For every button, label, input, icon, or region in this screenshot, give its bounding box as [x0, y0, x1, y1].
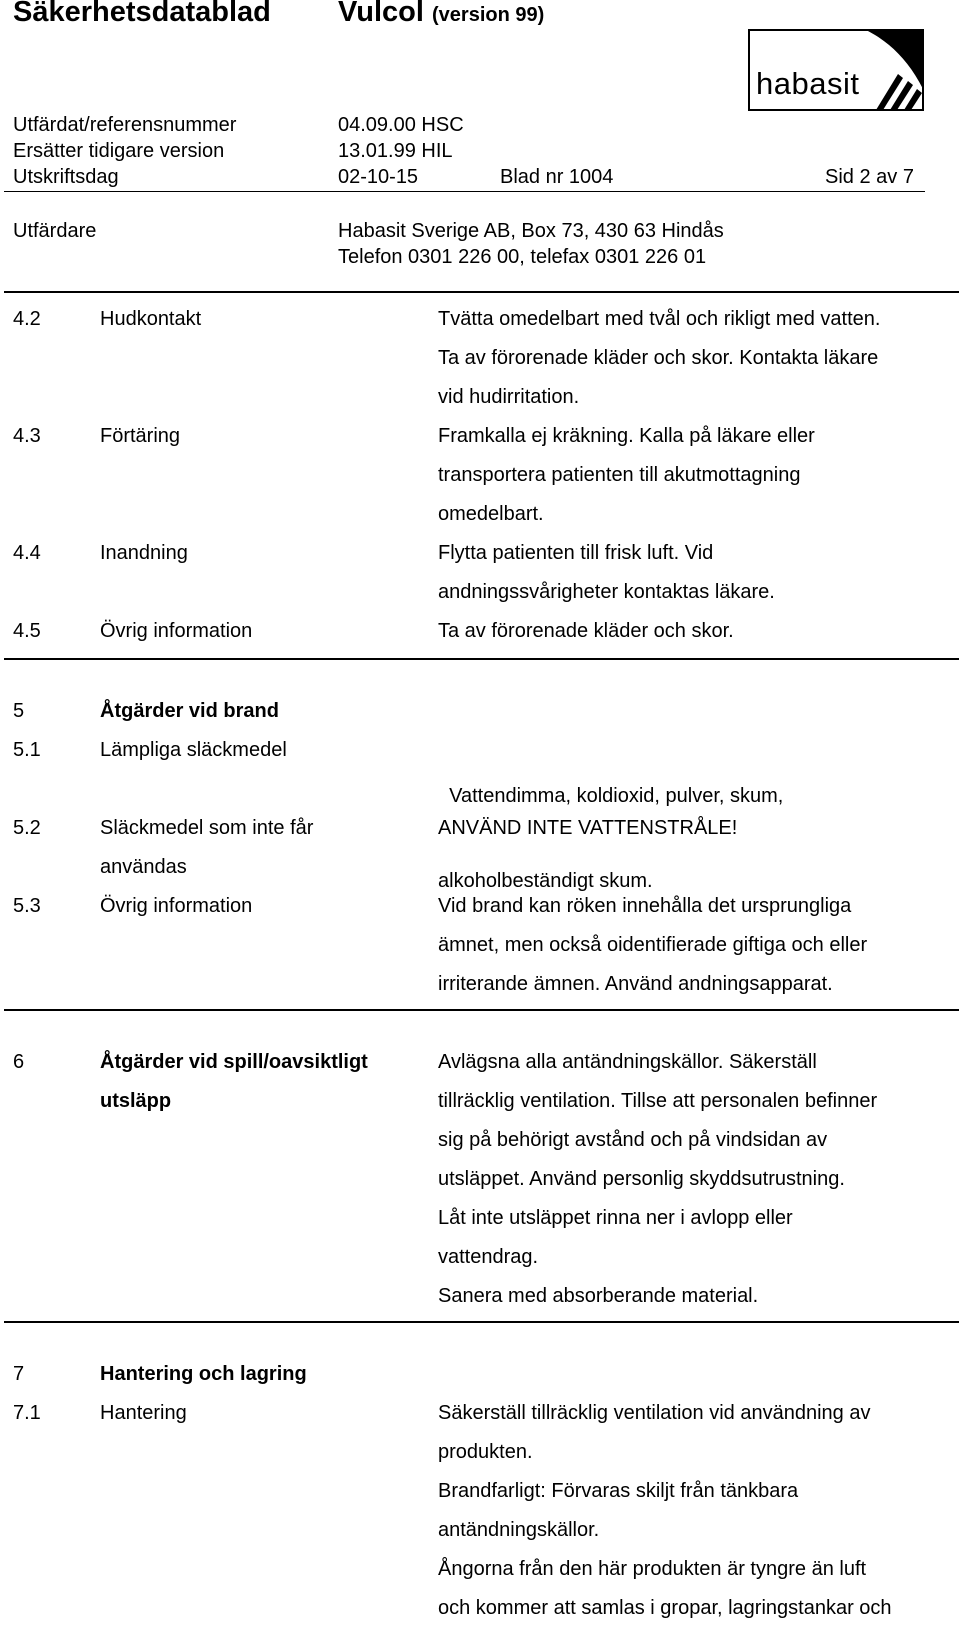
row-text-line: Säkerställ tillräcklig ventilation vid användning av [438, 1402, 871, 1424]
row-text-line: Ångorna från den här produkten är tyngre än luft [438, 1558, 867, 1580]
row-label-continued: användas [100, 856, 187, 878]
row-text-line: irriterande ämnen. Använd andningsapparat. [438, 973, 833, 995]
product-title [338, 0, 544, 29]
row-text-line: Ta av förorenade kläder och skor. [438, 620, 734, 642]
section-divider [4, 1321, 959, 1323]
meta-label-printed: Utskriftsdag [13, 166, 119, 188]
issuer-line-2: Telefon 0301 226 00, telefax 0301 226 01 [338, 246, 707, 268]
header-divider [4, 191, 925, 192]
row-number: 4.4 [13, 542, 41, 564]
meta-label-issued: Utfärdat/referensnummer [13, 114, 237, 136]
document-title: Säkerhetsdatablad [13, 0, 271, 28]
issuer-line-1: Habasit Sverige AB, Box 73, 430 63 Hindås [338, 220, 724, 242]
product-version: (version 99) [432, 4, 545, 26]
row-text-line: andningssvårigheter kontaktas läkare. [438, 581, 775, 603]
row-number: 4.2 [13, 308, 41, 330]
row-text-line: Vid brand kan röken innehålla det ursprungliga [438, 895, 852, 917]
section-title: Hantering och lagring [100, 1363, 307, 1385]
row-text-line: Framkalla ej kräkning. Kalla på läkare eller [438, 425, 815, 447]
row-text-line: Flytta patienten till frisk luft. Vid [438, 542, 714, 564]
meta-value-replaces: 13.01.99 HIL [338, 140, 453, 162]
row-text-line: Sanera med absorberande material. [438, 1285, 759, 1307]
page-number: Sid 2 av 7 [825, 166, 914, 188]
row-label: Övrig information [100, 620, 253, 642]
section-title-continued: utsläpp [100, 1090, 172, 1112]
section-title: Åtgärder vid brand [100, 700, 279, 722]
meta-label-replaces: Ersätter tidigare version [13, 140, 225, 162]
row-number: 4.3 [13, 425, 41, 447]
row-label: Övrig information [100, 895, 253, 917]
row-text-line: produkten. [438, 1441, 533, 1463]
row-number: 5.3 [13, 895, 41, 917]
row-text-line: Brandfarligt: Förvaras skiljt från tänkbara [438, 1480, 799, 1502]
row-text-line: vattendrag. [438, 1246, 539, 1268]
row-text-line: Låt inte utsläppet rinna ner i avlopp eller [438, 1207, 793, 1229]
section-divider [4, 1009, 959, 1011]
row-text-line: Tvätta omedelbart med tvål och rikligt med vatten. [438, 308, 881, 330]
row-number: 5.1 [13, 739, 41, 761]
row-text-line: alkoholbeständigt skum. [438, 870, 653, 892]
section-divider [4, 658, 959, 660]
row-text-line: ämnet, men också oidentifierade giftiga och eller [438, 934, 868, 956]
issuer-label: Utfärdare [13, 220, 97, 242]
row-number: 4.5 [13, 620, 41, 642]
row-text-line: ANVÄND INTE VATTENSTRÅLE! [438, 817, 738, 839]
row-text-line: sig på behörigt avstånd och på vindsidan av [438, 1129, 828, 1151]
row-text-line: transportera patienten till akutmottagning [438, 464, 801, 486]
row-number: 7.1 [13, 1402, 41, 1424]
row-label: Hantering [100, 1402, 187, 1424]
row-text-line: Ta av förorenade kläder och skor. Kontakta läkare [438, 347, 879, 369]
sheet-number: Blad nr 1004 [500, 166, 614, 188]
product-name: Vulcol [338, 0, 424, 28]
meta-value-issued: 04.09.00 HSC [338, 114, 464, 136]
meta-value-printed: 02-10-15 [338, 166, 419, 188]
section-divider [4, 291, 959, 293]
row-label: Hudkontakt [100, 308, 202, 330]
row-label: Inandning [100, 542, 188, 564]
row-text-line: omedelbart. [438, 503, 544, 525]
logo-text: habasit [756, 66, 860, 101]
row-text-line: Avlägsna alla antändningskällor. Säkerställ [438, 1051, 817, 1073]
section-number: 5 [13, 700, 25, 722]
section-number: 7 [13, 1363, 25, 1385]
section-title: Åtgärder vid spill/oavsiktligt [100, 1051, 368, 1073]
section-number: 6 [13, 1051, 25, 1073]
row-text-line: antändningskällor. [438, 1519, 600, 1541]
row-label: Släckmedel som inte får [100, 817, 314, 839]
row-label: Lämpliga släckmedel [100, 739, 287, 761]
row-number: 5.2 [13, 817, 41, 839]
row-text-line: och kommer att samlas i gropar, lagringstankar och [438, 1597, 892, 1619]
row-text-line: vid hudirritation. [438, 386, 580, 408]
row-text-line: tillräcklig ventilation. Tillse att personalen befinner [438, 1090, 878, 1112]
row-text-line: utsläppet. Använd personlig skyddsutrustning. [438, 1168, 845, 1190]
row-label: Förtäring [100, 425, 181, 447]
row-text-line: Vattendimma, koldioxid, pulver, skum, [438, 785, 784, 807]
